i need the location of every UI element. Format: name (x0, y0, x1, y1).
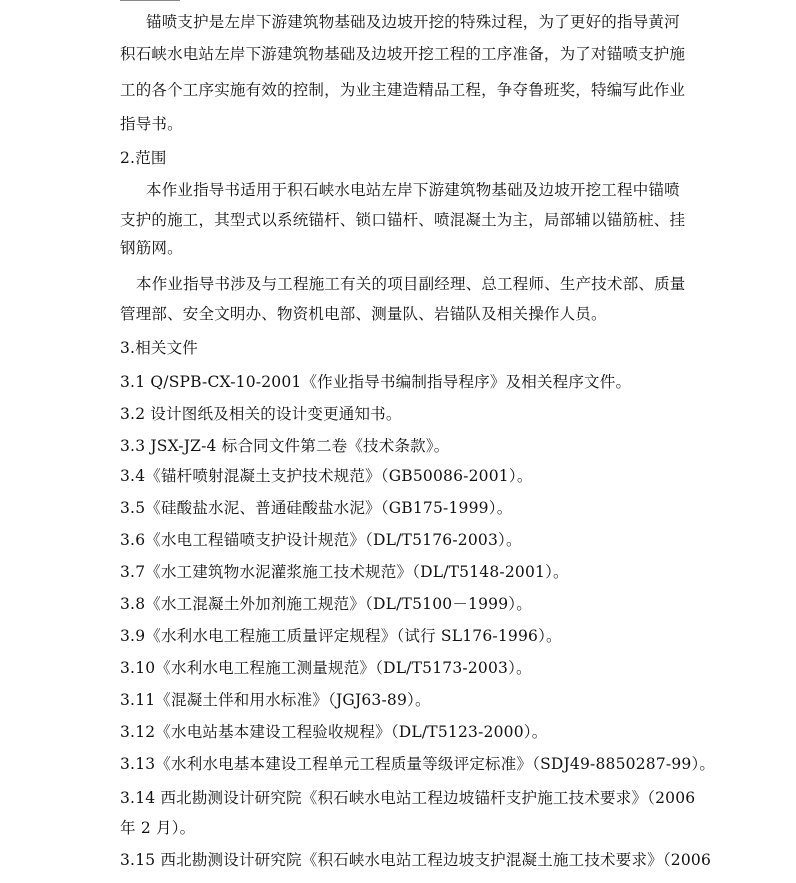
reference-item: 3.14 西北勘测设计研究院《积石峡水电站工程边坡锚杆支护施工技术要求》（2006 (120, 789, 696, 807)
section-heading: 3.相关文件 (120, 339, 198, 357)
paragraph-line: 积石峡水电站左岸下游建筑物基础及边坡开挖工程的工序准备，为了对锚喷支护施 (120, 45, 686, 63)
reference-item: 3.5《硅酸盐水泥、普通硅酸盐水泥》（GB175-1999）。 (120, 499, 513, 517)
paragraph-line: 本作业指导书涉及与工程施工有关的项目副经理、总工程师、生产技术部、质量 (136, 275, 686, 293)
reference-item: 3.10《水利水电工程施工测量规范》（DL/T5173-2003）。 (120, 659, 532, 677)
paragraph-line: 支护的施工，其型式以系统锚杆、锁口锚杆、喷混凝土为主，局部辅以锚筋桩、挂 (120, 211, 686, 229)
reference-item: 3.3 JSX-JZ-4 标合同文件第二卷《技术条款》。 (120, 437, 450, 455)
reference-item: 3.1 Q/SPB-CX-10-2001《作业指导书编制指导程序》及相关程序文件。 (120, 373, 632, 391)
reference-item: 3.9《水利水电工程施工质量评定规程》（试行 SL176-1996）。 (120, 627, 562, 645)
reference-item: 3.12《水电站基本建设工程验收规程》（DL/T5123-2000）。 (120, 723, 548, 741)
paragraph-line: 工的各个工序实施有效的控制，为业主建造精品工程，争夺鲁班奖，特编写此作业 (120, 81, 686, 99)
reference-item: 3.13《水利水电基本建设工程单元工程质量等级评定标准》（SDJ49-8850287-99）。 (120, 755, 716, 773)
section-heading: 2.范围 (120, 149, 167, 167)
paragraph-line: 钢筋网。 (120, 239, 183, 257)
reference-item: 3.2 设计图纸及相关的设计变更通知书。 (120, 405, 402, 423)
paragraph-line: 指导书。 (120, 115, 183, 133)
paragraph-line: 本作业指导书适用于积石峡水电站左岸下游建筑物基础及边坡开挖工程中锚喷 (146, 181, 680, 199)
reference-item: 3.15 西北勘测设计研究院《积石峡水电站工程边坡支护混凝土施工技术要求》（2006 (120, 851, 712, 869)
paragraph-line: 锚喷支护是左岸下游建筑物基础及边坡开挖的特殊过程，为了更好的指导黄河 (146, 13, 680, 31)
reference-item-continuation: 年 2 月）。 (120, 819, 196, 837)
reference-item: 3.11《混凝土伴和用水标准》（JGJ63-89）。 (120, 691, 431, 709)
reference-item: 3.4《锚杆喷射混凝土支护技术规范》（GB50086-2001）。 (120, 467, 533, 485)
reference-item: 3.8《水工混凝土外加剂施工规范》（DL/T5100－1999）。 (120, 595, 532, 613)
reference-item: 3.7《水工建筑物水泥灌浆施工技术规范》（DL/T5148-2001）。 (120, 563, 569, 581)
cropped-top-text (120, 0, 180, 1)
paragraph-line: 管理部、安全文明办、物资机电部、测量队、岩锚队及相关操作人员。 (120, 305, 607, 323)
reference-item: 3.6《水电工程锚喷支护设计规范》（DL/T5176-2003）。 (120, 531, 522, 549)
